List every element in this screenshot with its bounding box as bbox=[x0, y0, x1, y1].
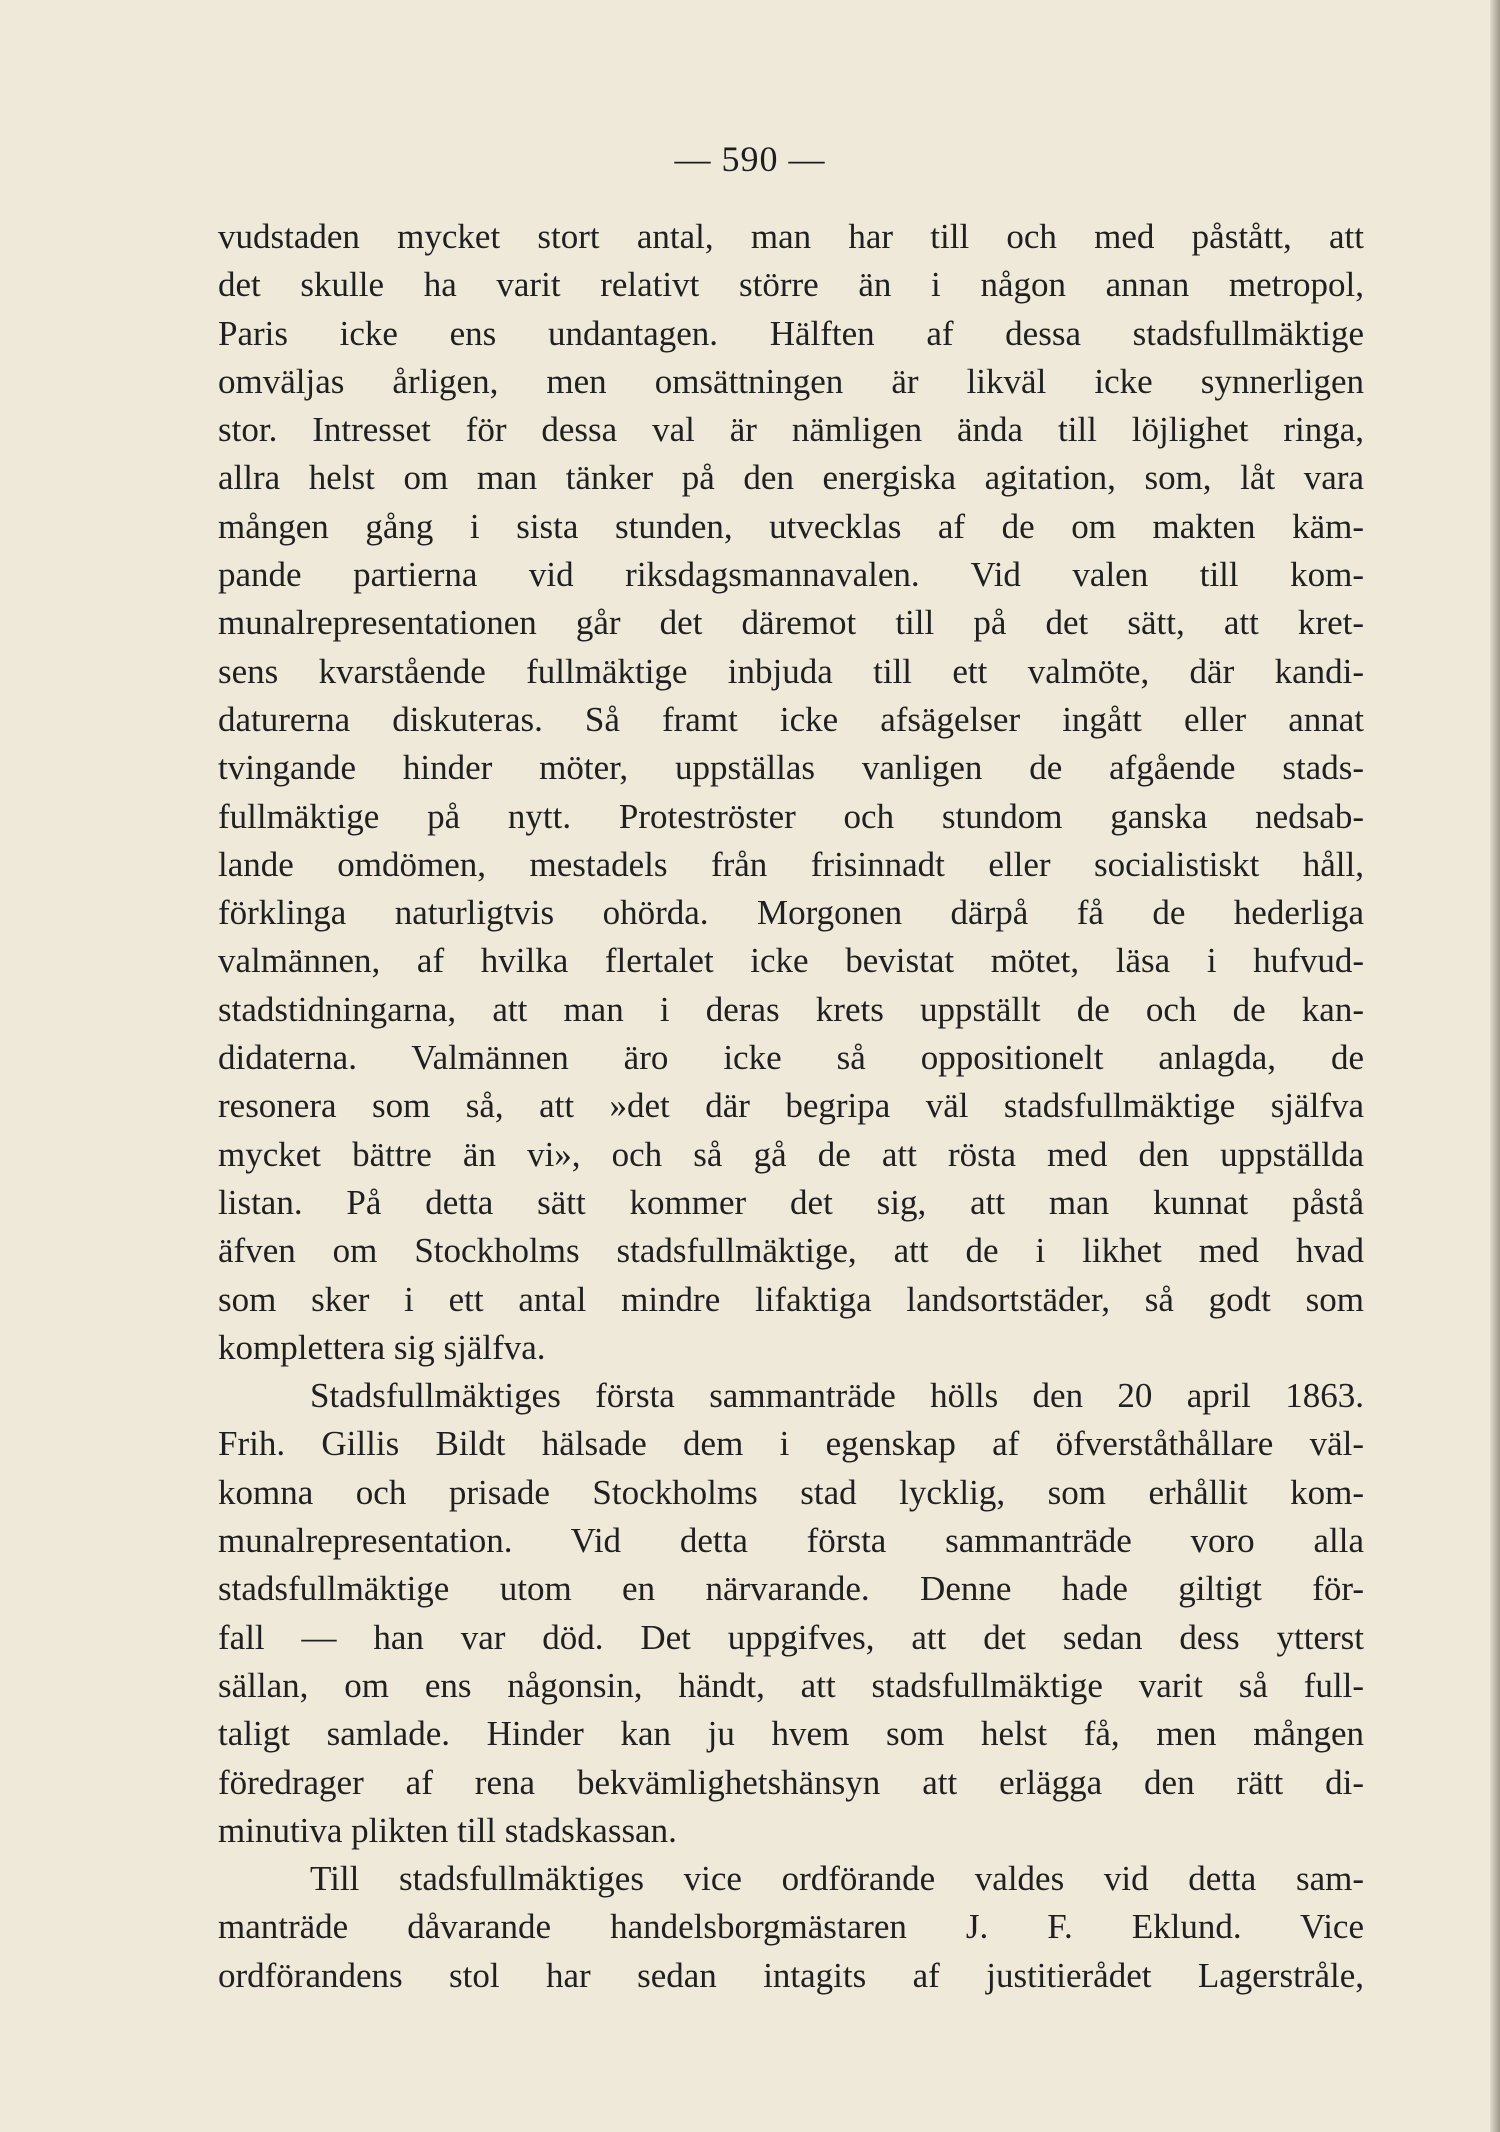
text-line: stadsfullmäktige utom en närvarande. Denne hade giltigt för- bbox=[218, 1569, 1364, 1609]
paragraph bbox=[218, 1372, 1364, 1855]
text-line: valmännen, af hvilka flertalet icke bevistat mötet, läsa i hufvud- bbox=[218, 941, 1364, 981]
text-line: daturerna diskuteras. Så framt icke afsägelser ingått eller annat bbox=[218, 699, 1364, 739]
text-line: pande partierna vid riksdagsmannavalen. Vid valen till kom- bbox=[218, 555, 1364, 595]
text-line: det skulle ha varit relativt större än i någon annan metropol, bbox=[218, 265, 1364, 305]
text-line: manträde dåvarande handelsborgmästaren J. F. Eklund. Vice bbox=[218, 1907, 1364, 1947]
text-line: lande omdömen, mestadels från frisinnadt eller socialistiskt håll, bbox=[218, 844, 1364, 884]
text-line: ordförandens stol har sedan intagits af justitierådet Lagerstråle, bbox=[218, 1955, 1364, 1995]
text-line: stadstidningarna, att man i deras krets uppställt de och de kan- bbox=[218, 989, 1364, 1029]
paragraph bbox=[218, 1855, 1364, 2000]
text-line: förklinga naturligtvis ohörda. Morgonen därpå få de hederliga bbox=[218, 893, 1364, 933]
text-line: Stadsfullmäktiges första sammanträde hölls den 20 april 1863. bbox=[310, 1376, 1364, 1416]
text-line: minutiva plikten till stadskassan. bbox=[218, 1810, 677, 1850]
text-line: fullmäktige på nytt. Proteströster och stundom ganska nedsab- bbox=[218, 796, 1364, 836]
text-line: Frih. Gillis Bildt hälsade dem i egenskap af öfverståthållare väl- bbox=[218, 1424, 1364, 1464]
text-line: mången gång i sista stunden, utvecklas af de om makten käm- bbox=[218, 506, 1364, 546]
text-line: tvingande hinder möter, uppställas vanligen de afgående stads- bbox=[218, 748, 1364, 788]
paragraph bbox=[218, 213, 1364, 1372]
page-binding-edge bbox=[1490, 0, 1500, 2132]
text-line: listan. På detta sätt kommer det sig, att man kunnat påstå bbox=[218, 1182, 1364, 1222]
text-line: äfven om Stockholms stadsfullmäktige, att de i likhet med hvad bbox=[218, 1231, 1364, 1271]
text-line: komna och prisade Stockholms stad lycklig, som erhållit kom- bbox=[218, 1472, 1364, 1512]
body-text bbox=[218, 213, 1364, 2000]
text-line: resonera som så, att »det där begripa väl stadsfullmäktige själfva bbox=[218, 1086, 1364, 1126]
text-line: sällan, om ens någonsin, händt, att stadsfullmäktige varit så full- bbox=[218, 1665, 1364, 1705]
text-line: allra helst om man tänker på den energiska agitation, som, låt vara bbox=[218, 458, 1364, 498]
text-line: taligt samlade. Hinder kan ju hvem som helst få, men mången bbox=[218, 1714, 1364, 1754]
text-line: föredrager af rena bekvämlighetshänsyn att erlägga den rätt di- bbox=[218, 1762, 1364, 1802]
text-line: Paris icke ens undantagen. Hälften af dessa stadsfullmäktige bbox=[218, 313, 1364, 353]
text-line: som sker i ett antal mindre lifaktiga landsortstäder, så godt som bbox=[218, 1279, 1364, 1319]
text-line: Till stadsfullmäktiges vice ordförande valdes vid detta sam- bbox=[310, 1859, 1364, 1899]
text-line: munalrepresentationen går det däremot till på det sätt, att kret- bbox=[218, 603, 1364, 643]
text-line: didaterna. Valmännen äro icke så oppositionelt anlagda, de bbox=[218, 1038, 1364, 1078]
text-line: munalrepresentation. Vid detta första sammanträde voro alla bbox=[218, 1521, 1364, 1561]
text-line: vudstaden mycket stort antal, man har till och med påstått, att bbox=[218, 217, 1364, 256]
text-line: komplettera sig själfva. bbox=[218, 1327, 546, 1367]
text-line: sens kvarstående fullmäktige inbjuda till ett valmöte, där kandi- bbox=[218, 651, 1364, 691]
text-line: omväljas årligen, men omsättningen är likväl icke synnerligen bbox=[218, 361, 1364, 401]
text-line: mycket bättre än vi», och så gå de att rösta med den uppställda bbox=[218, 1134, 1364, 1174]
page-number: — 590 — bbox=[674, 139, 826, 179]
text-line: fall — han var död. Det uppgifves, att det sedan dess ytterst bbox=[218, 1617, 1364, 1657]
text-line: stor. Intresset för dessa val är nämligen ända till löjlighet ringa, bbox=[218, 410, 1364, 450]
